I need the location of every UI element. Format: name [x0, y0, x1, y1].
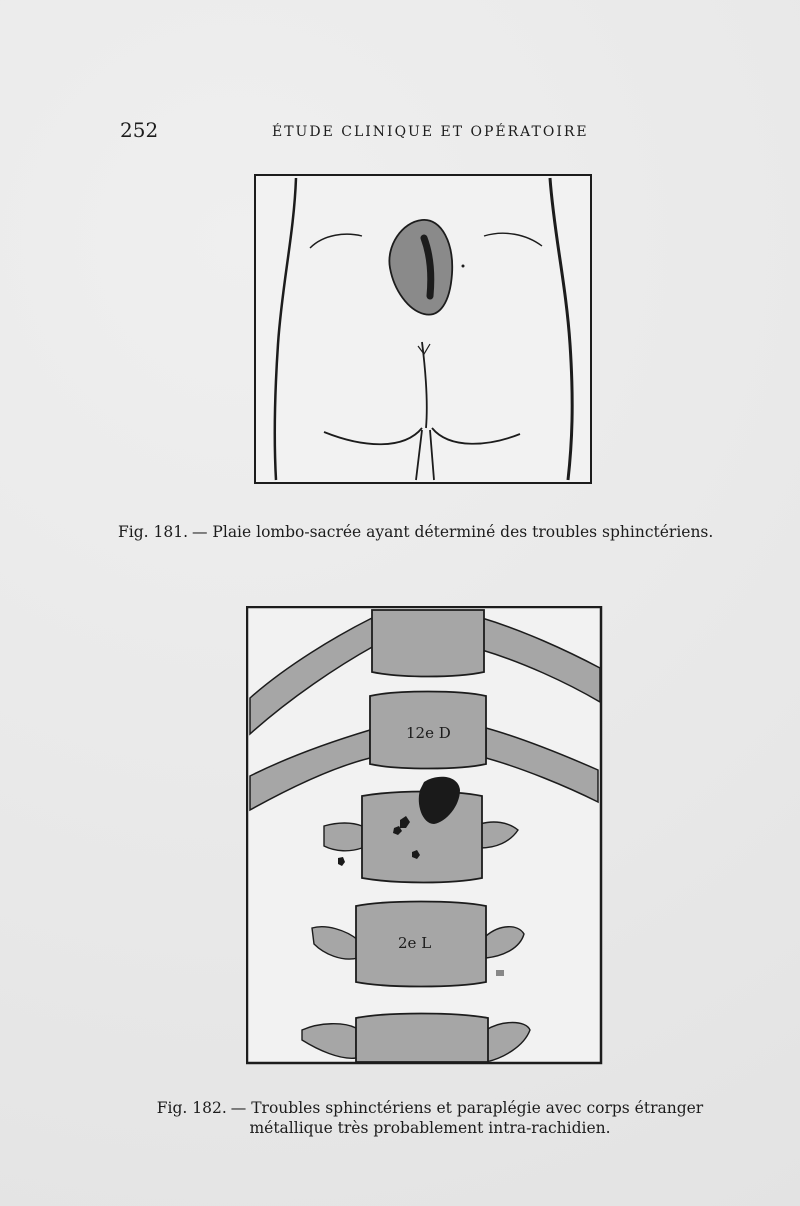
figure-181-label: Fig. 181. — [118, 523, 188, 541]
running-head: ÉTUDE CLINIQUE ET OPÉRATOIRE — [272, 124, 589, 140]
figure-182-illustration — [246, 606, 604, 1068]
page-header — [0, 118, 800, 148]
figure-182-caption-line-1 — [150, 1098, 710, 1118]
vertebra-12d-label: 12e D — [406, 724, 451, 742]
l1-left-process — [324, 823, 362, 851]
figure-181-illustration — [254, 174, 592, 486]
figure-182-caption-line-2: métallique très probablement intra-rachidien. — [249, 1119, 611, 1137]
top-vertebra — [372, 610, 484, 677]
figure-182-caption — [150, 1098, 710, 1138]
small-speck — [496, 970, 504, 976]
figure-182-drawing — [246, 606, 604, 1068]
figure-181-caption — [118, 522, 758, 542]
small-mark — [462, 265, 465, 268]
page-number: 252 — [120, 118, 159, 142]
figure-182-caption-text-1: — Troubles sphinctériens et paraplégie avec corps étranger — [230, 1099, 704, 1117]
figure-182-label: Fig. 182. — [156, 1099, 227, 1117]
vertebra-l3 — [356, 1014, 488, 1063]
vertebra-2l-label: 2e L — [398, 934, 432, 952]
figure-181-drawing — [254, 174, 592, 486]
figure-181-caption-text: — Plaie lombo-sacrée ayant déterminé des troubles sphinctériens. — [192, 523, 714, 541]
